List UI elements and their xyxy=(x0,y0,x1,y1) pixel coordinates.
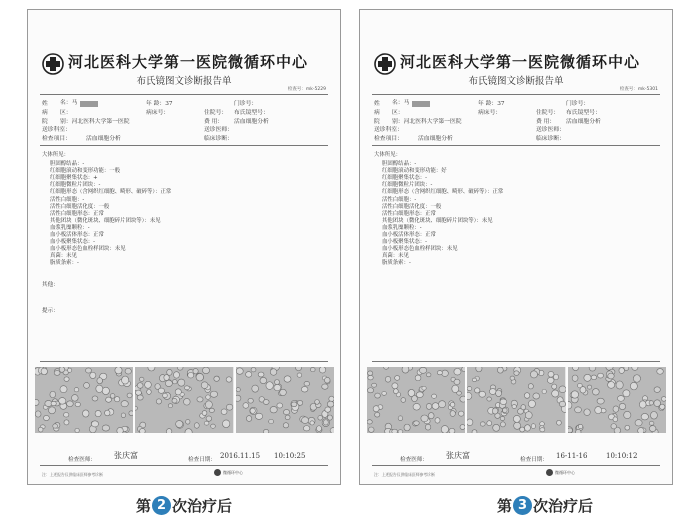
finding-line: 活性白细胞形态：正常 xyxy=(50,210,104,217)
finding-line: 胆固醇结晶：- xyxy=(382,161,417,168)
treatment-number-badge: 2 xyxy=(152,496,171,515)
finding-line: 血小板形态色血栓样团块：未见 xyxy=(382,246,458,253)
finding-line: 脂质条索：- xyxy=(50,260,79,267)
finding-line: 红细胞形态（含网织红细胞、畸形、破碎等）：正常 xyxy=(50,189,172,196)
red-cross-logo-icon xyxy=(42,53,64,75)
patient-info xyxy=(374,98,662,142)
report-code: 检查号：mk-5301 xyxy=(619,87,658,92)
header-divider xyxy=(40,94,328,95)
finding-line: 红细胞聚集状态：- xyxy=(382,175,427,182)
report-subtitle: 布氏镜图文诊断报告单 xyxy=(468,76,564,87)
report-sheet-right xyxy=(359,9,673,485)
info-row: 姓 名：马 年 龄：37 门诊号： xyxy=(374,99,590,107)
info-row: 检查项目： 活血细胞分析 临床诊断： xyxy=(42,136,233,143)
examiner-signature: 张庆富 xyxy=(446,451,470,460)
info-row: 病 区： 病床号： 住院号： 布氏镜型号： xyxy=(374,109,601,116)
exam-date-label: 检查日期： xyxy=(188,457,216,463)
center-logo-icon xyxy=(214,469,221,476)
header-divider xyxy=(372,94,660,95)
finding-line: 红细胞微粒片团块：- xyxy=(50,182,101,189)
finding-line: 红细胞微粒片团块：- xyxy=(382,182,433,189)
caption-right: 第 3 次治疗后 xyxy=(497,497,594,515)
caption-left: 第 2 次治疗后 xyxy=(136,497,233,515)
micrograph-image xyxy=(35,367,133,433)
hospital-title: 河北医科大学第一医院微循环中心 xyxy=(400,53,641,71)
micrograph-strip xyxy=(35,367,334,433)
finding-line: 脂质条索：- xyxy=(382,260,411,267)
other-label: 其他： xyxy=(42,282,59,288)
finding-line: 真菌：未见 xyxy=(50,253,77,260)
footer-note: 注：上述报告仅供临床医师参考诊断 xyxy=(42,472,103,477)
examiner-label: 检查医师： xyxy=(68,457,96,463)
exam-time: 10:10:12 xyxy=(606,452,638,460)
footer-logo: 微循环中心 xyxy=(546,469,575,476)
finding-line: 其他团块（微化斑块、细胞碎片团块等）：未见 xyxy=(382,217,493,224)
micrograph-image xyxy=(135,367,233,433)
finding-line: 红细胞形态（含网织红细胞、畸形、破碎等）：正常 xyxy=(382,189,504,196)
finding-line: 活性白细胞：- xyxy=(382,196,417,203)
treatment-number-badge: 3 xyxy=(513,496,532,515)
finding-line: 其他团块（微化斑块、细胞碎片团块等）：未见 xyxy=(50,217,161,224)
footer-logo: 微循环中心 xyxy=(214,469,243,476)
image-divider xyxy=(372,361,660,362)
examiner-label: 检查医师： xyxy=(400,457,428,463)
image-divider xyxy=(40,361,328,362)
info-row: 院 别：河北医科大学第一医院 费 用： 活血细胞分析 xyxy=(42,118,269,125)
report-subtitle: 布氏镜图文诊断报告单 xyxy=(136,76,232,87)
exam-time: 10:10:25 xyxy=(274,452,306,460)
exam-date-label: 检查日期： xyxy=(520,457,548,463)
finding-line: 活性白细胞活化度：一般 xyxy=(50,203,110,210)
finding-line: 红细胞滚动和变形功能：好 xyxy=(382,168,447,175)
micrograph-image xyxy=(236,367,334,433)
red-cross-logo-icon xyxy=(374,53,396,75)
findings-block xyxy=(42,152,328,268)
report-sheet-left xyxy=(27,9,341,485)
report-code: 检查号：mk-5229 xyxy=(287,87,326,92)
micrograph-image xyxy=(467,367,565,433)
info-divider xyxy=(40,145,328,146)
footer-divider xyxy=(372,465,660,466)
finding-line: 血小板形态色血栓样团块：未见 xyxy=(50,246,126,253)
finding-line: 红细胞滚动和变形功能：一般 xyxy=(50,168,121,175)
finding-line: 血小板活体形态：正常 xyxy=(382,232,436,239)
finding-line: 活性白细胞：- xyxy=(50,196,85,203)
hint-label: 提示： xyxy=(42,308,59,314)
hospital-title: 河北医科大学第一医院微循环中心 xyxy=(68,53,309,71)
center-logo-icon xyxy=(546,469,553,476)
finding-line: 血浆乳糜颗粒：- xyxy=(50,224,90,231)
finding-line: 血小板活体形态：正常 xyxy=(50,232,104,239)
info-row: 病 区： 病床号： 住院号： 布氏镜型号： xyxy=(42,109,269,116)
footer-divider xyxy=(40,465,328,466)
footer-note: 注：上述报告仅供临床医师参考诊断 xyxy=(374,472,435,477)
info-row: 检查项目： 活血细胞分析 临床诊断： xyxy=(374,136,565,143)
findings-block xyxy=(374,152,660,268)
micrograph-image xyxy=(367,367,465,433)
findings-heading: 大体所见： xyxy=(374,152,401,158)
findings-heading: 大体所见： xyxy=(42,152,69,158)
info-divider xyxy=(372,145,660,146)
micrograph-strip xyxy=(367,367,666,433)
micrograph-image xyxy=(568,367,666,433)
info-row: 送诊科室： 送诊医师： xyxy=(374,127,565,134)
finding-line: 血小板聚集状态：- xyxy=(50,239,95,246)
patient-info xyxy=(42,98,330,142)
exam-date: 16-11-16 xyxy=(556,452,588,460)
info-row: 姓 名：马 年 龄：37 门诊号： xyxy=(42,99,258,107)
finding-line: 活性白细胞活化度：一般 xyxy=(382,203,442,210)
finding-line: 活性白细胞形态：正常 xyxy=(382,210,436,217)
finding-line: 胆固醇结晶：- xyxy=(50,161,85,168)
finding-line: 真菌：未见 xyxy=(382,253,409,260)
finding-line: 血小板聚集状态：- xyxy=(382,239,427,246)
finding-line: 红细胞聚集状态：+ xyxy=(50,175,98,182)
info-row: 院 别：河北医科大学第一医院 费 用： 活血细胞分析 xyxy=(374,118,601,125)
info-row: 送诊科室： 送诊医师： xyxy=(42,127,233,134)
exam-date: 2016.11.15 xyxy=(220,452,261,460)
finding-line: 血浆乳糜颗粒：- xyxy=(382,224,422,231)
examiner-signature: 张庆富 xyxy=(114,451,138,460)
